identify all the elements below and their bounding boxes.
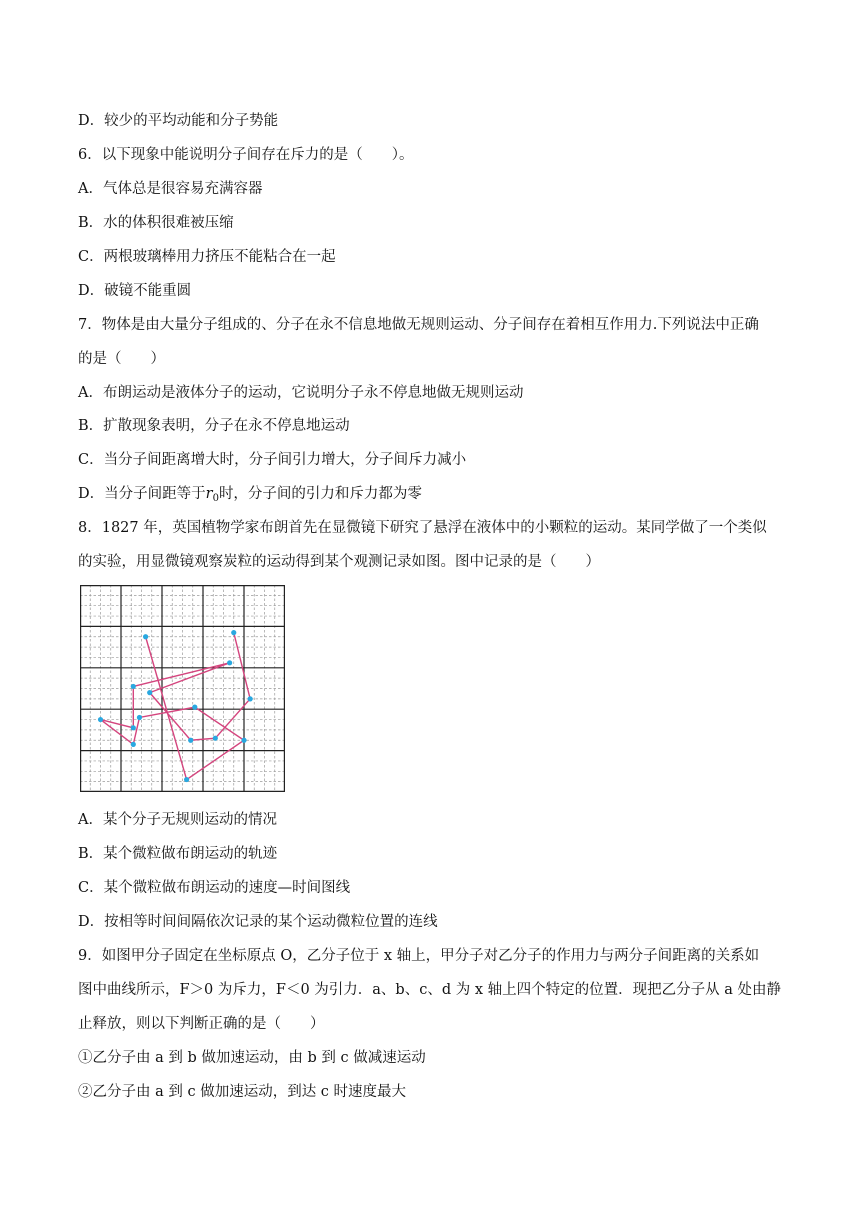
q8-option-c: C．某个微粒做布朗运动的速度—时间图线 [78,880,351,896]
recorded-position-point [248,696,253,701]
recorded-position-point [231,630,236,635]
particle-path [101,633,251,780]
q6-option-a: A．气体总是很容易充满容器 [78,181,263,197]
q9-stem-line-1: 9．如图甲分子固定在坐标原点 O，乙分子位于 x 轴上，甲分子对乙分子的作用力与两分子间距离的关系如 [78,948,760,964]
q7-option-a: A．布朗运动是液体分子的运动，它说明分子永不停息地做无规则运动 [78,385,524,401]
recorded-position-point [131,684,136,689]
q6-option-c: C．两根玻璃棒用力挤压不能粘合在一起 [78,249,336,265]
q8-stem-line-1: 8．1827 年，英国植物学家布朗首先在显微镜下研究了悬浮在液体中的小颗粒的运动。某同学做了一个类似 [78,520,767,536]
q7-stem-line-1: 7．物体是由大量分子组成的、分子在永不信息地做无规则运动、分子间存在着相互作用力.下列说法中正确 [78,317,759,333]
q7-option-d-prefix: D．当分子间距等于 [78,486,206,502]
q8-option-b: B．某个微粒做布朗运动的轨迹 [78,846,278,862]
q7-stem-line-2: 的是（ ） [78,351,165,367]
q9-statement-2: ②乙分子由 a 到 c 做加速运动，到达 c 时速度最大 [78,1084,407,1100]
recorded-position-point [131,742,136,747]
q8-option-d: D．按相等时间间隔依次记录的某个运动微粒位置的连线 [78,914,438,930]
recorded-position-point [131,725,136,730]
q9-statement-1: ①乙分子由 a 到 b 做加速运动，由 b 到 c 做减速运动 [78,1050,426,1066]
recorded-position-point [192,705,197,710]
recorded-position-point [137,715,142,720]
q7-option-d [78,484,422,509]
q7-option-b: B．扩散现象表明，分子在永不停息地运动 [78,418,350,434]
q6-option-d: D．破镜不能重圆 [78,283,192,299]
q8-stem-line-2: 的实验，用显微镜观察炭粒的运动得到某个观测记录如图。图中记录的是（ ） [78,554,600,570]
recorded-position-point [147,690,152,695]
q6-option-b: B．水的体积很难被压缩 [78,215,234,231]
q5-option-d: D．较少的平均动能和分子势能 [78,113,279,129]
recorded-position-point [227,660,232,665]
q9-stem-line-2: 图中曲线所示，F＞0 为斥力，F＜0 为引力．a、b、c、d 为 x 轴上四个特定的位置．现把乙分子从 a 处由静 [78,982,781,998]
recorded-position-point [188,738,193,743]
q6-stem: 6．以下现象中能说明分子间存在斥力的是（ ）。 [78,147,414,163]
q7-option-d-suffix: 时，分子间的引力和斥力都为零 [218,486,422,502]
q9-stem-line-3: 止释放，则以下判断正确的是（ ） [78,1016,325,1032]
r-subscript: 0 [212,493,219,504]
r-symbol: r [205,486,213,502]
q8-option-a: A．某个分子无规则运动的情况 [78,812,277,828]
q7-option-c: C．当分子间距离增大时，分子间引力增大，分子间斥力减小 [78,452,467,468]
recorded-position-point [213,736,218,741]
recorded-position-point [184,777,189,782]
brownian-motion-figure [80,585,285,792]
recorded-position-point [241,738,246,743]
recorded-position-point [98,717,103,722]
recorded-position-point [143,634,148,639]
